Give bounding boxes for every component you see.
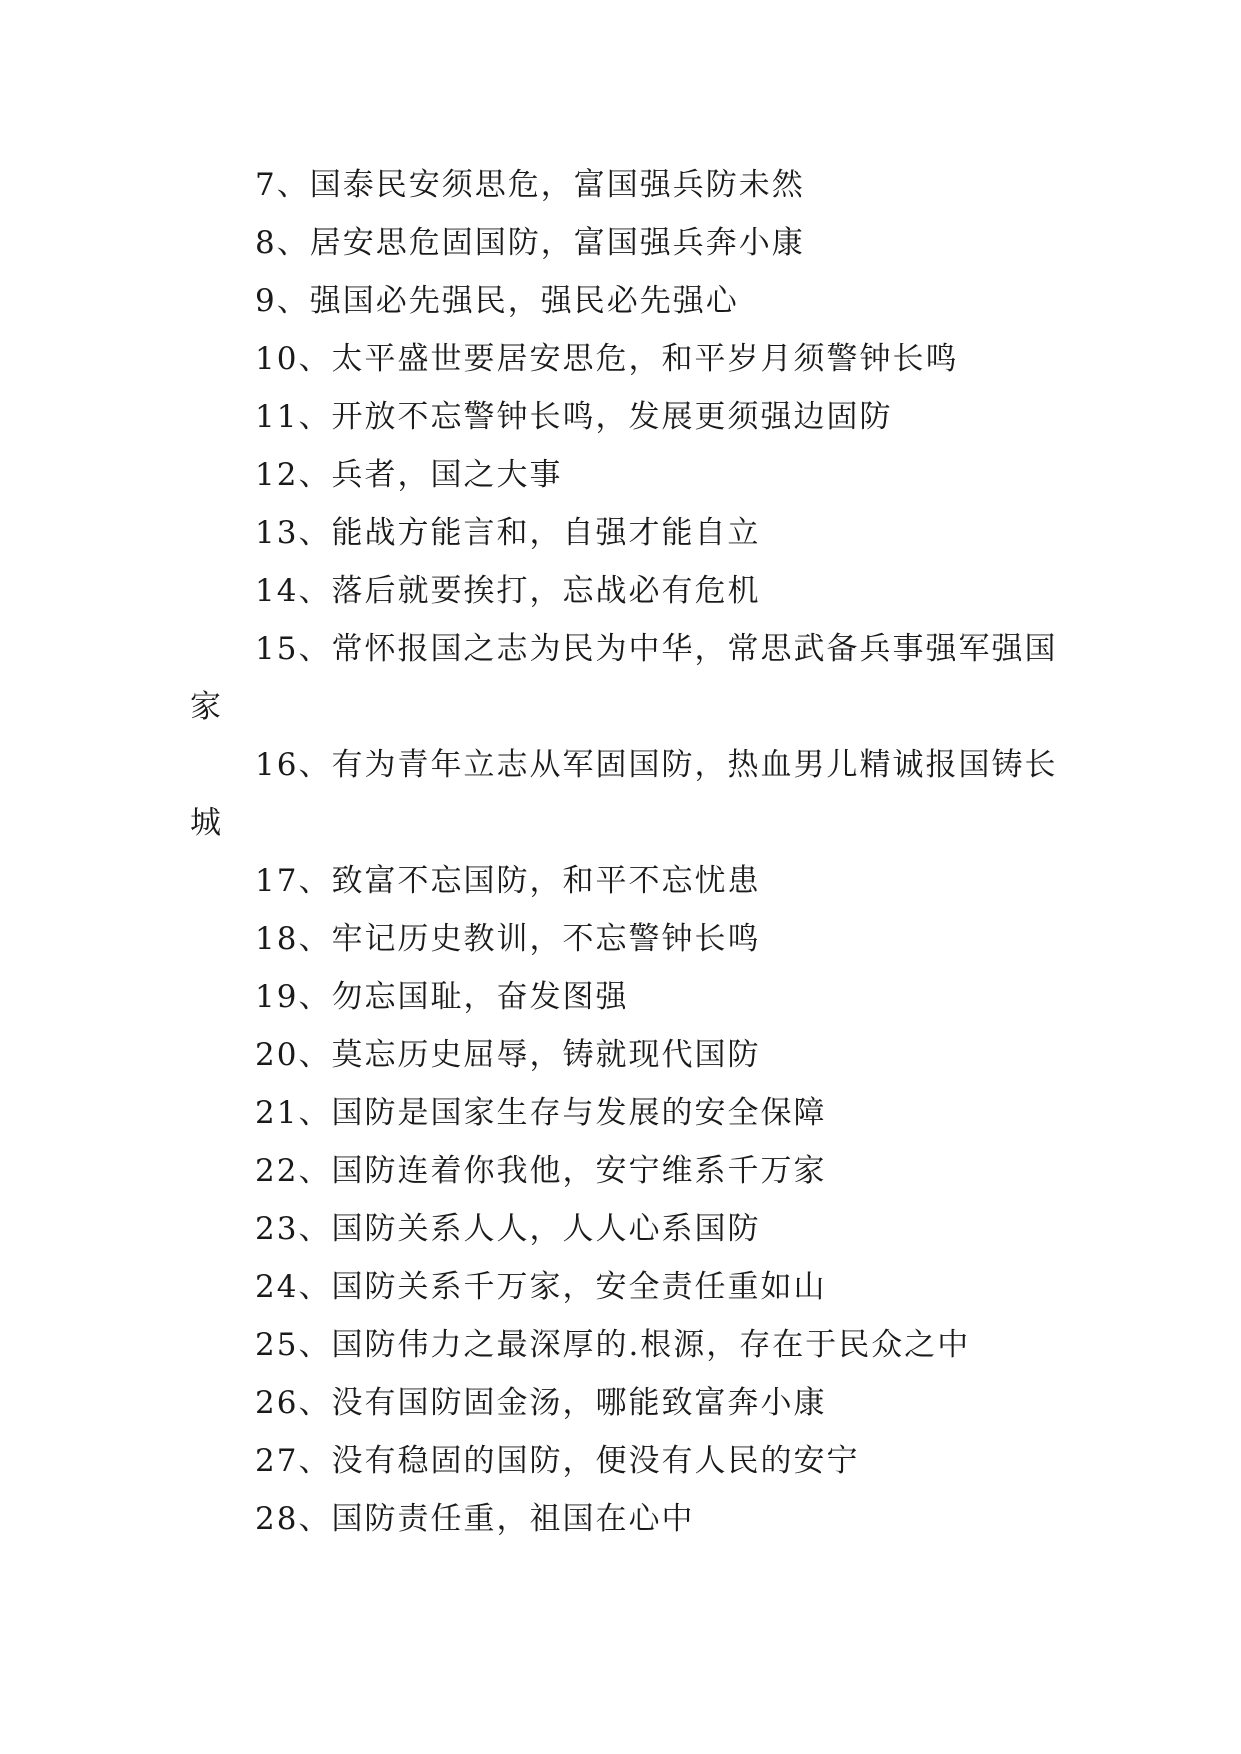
slogan-row xyxy=(0,1142,1241,1200)
slogan-text: 12、兵者，国之大事 xyxy=(255,457,563,493)
slogan-item xyxy=(0,1374,1241,1432)
slogan-item xyxy=(0,272,1241,330)
slogan-item xyxy=(0,852,1241,910)
slogan-item xyxy=(0,1258,1241,1316)
slogan-text: 8、居安思危固国防，富国强兵奔小康 xyxy=(255,225,805,261)
slogan-text: 24、国防关系千万家，安全责任重如山 xyxy=(255,1269,827,1305)
slogan-text: 14、落后就要挨打，忘战必有危机 xyxy=(255,573,761,609)
slogan-list xyxy=(0,156,1241,1548)
slogan-text: 17、致富不忘国防，和平不忘忧患 xyxy=(255,863,761,899)
slogan-row xyxy=(0,330,1241,388)
slogan-row xyxy=(0,794,1241,852)
slogan-row xyxy=(0,1084,1241,1142)
slogan-row xyxy=(0,620,1241,678)
slogan-row xyxy=(0,736,1241,794)
slogan-row xyxy=(0,1258,1241,1316)
slogan-text-continuation: 城 xyxy=(190,805,223,841)
slogan-row xyxy=(0,156,1241,214)
slogan-item xyxy=(0,446,1241,504)
slogan-text-continuation: 家 xyxy=(190,689,223,725)
slogan-row xyxy=(0,1200,1241,1258)
slogan-row xyxy=(0,678,1241,736)
slogan-row xyxy=(0,1432,1241,1490)
slogan-item xyxy=(0,388,1241,446)
slogan-text: 15、常怀报国之志为民为中华，常思武备兵事强军强国 xyxy=(255,631,1058,667)
slogan-item xyxy=(0,330,1241,388)
slogan-row xyxy=(0,1490,1241,1548)
slogan-text: 21、国防是国家生存与发展的安全保障 xyxy=(255,1095,827,1131)
slogan-item xyxy=(0,504,1241,562)
slogan-item xyxy=(0,214,1241,272)
slogan-item xyxy=(0,910,1241,968)
slogan-row xyxy=(0,852,1241,910)
slogan-row xyxy=(0,1026,1241,1084)
slogan-row xyxy=(0,504,1241,562)
slogan-text: 19、勿忘国耻，奋发图强 xyxy=(255,979,629,1015)
slogan-text: 23、国防关系人人，人人心系国防 xyxy=(255,1211,761,1247)
slogan-item xyxy=(0,562,1241,620)
slogan-item xyxy=(0,620,1241,736)
slogan-item xyxy=(0,1432,1241,1490)
slogan-item xyxy=(0,1084,1241,1142)
slogan-item xyxy=(0,1490,1241,1548)
slogan-text: 27、没有稳固的国防，便没有人民的安宁 xyxy=(255,1443,860,1479)
slogan-text: 16、有为青年立志从军固国防，热血男儿精诚报国铸长 xyxy=(255,747,1058,783)
slogan-text: 22、国防连着你我他，安宁维系千万家 xyxy=(255,1153,827,1189)
slogan-row xyxy=(0,446,1241,504)
slogan-item xyxy=(0,1200,1241,1258)
slogan-text: 13、能战方能言和，自强才能自立 xyxy=(255,515,761,551)
slogan-row xyxy=(0,214,1241,272)
slogan-text: 28、国防责任重，祖国在心中 xyxy=(255,1501,695,1537)
slogan-item xyxy=(0,968,1241,1026)
slogan-item xyxy=(0,736,1241,852)
slogan-text: 25、国防伟力之最深厚的.根源，存在于民众之中 xyxy=(255,1327,971,1363)
slogan-text: 26、没有国防固金汤，哪能致富奔小康 xyxy=(255,1385,827,1421)
slogan-row xyxy=(0,1374,1241,1432)
slogan-item xyxy=(0,1316,1241,1374)
slogan-item xyxy=(0,1142,1241,1200)
slogan-row xyxy=(0,1316,1241,1374)
slogan-text: 9、强国必先强民，强民必先强心 xyxy=(255,283,739,319)
slogan-text: 11、开放不忘警钟长鸣，发展更须强边固防 xyxy=(255,399,893,435)
slogan-item xyxy=(0,1026,1241,1084)
slogan-row xyxy=(0,968,1241,1026)
slogan-text: 10、太平盛世要居安思危，和平岁月须警钟长鸣 xyxy=(255,341,959,377)
slogan-text: 20、莫忘历史屈辱，铸就现代国防 xyxy=(255,1037,761,1073)
slogan-row xyxy=(0,272,1241,330)
slogan-row xyxy=(0,910,1241,968)
slogan-text: 18、牢记历史教训，不忘警钟长鸣 xyxy=(255,921,761,957)
slogan-text: 7、国泰民安须思危，富国强兵防未然 xyxy=(255,167,805,203)
slogan-row xyxy=(0,388,1241,446)
slogan-item xyxy=(0,156,1241,214)
slogan-row xyxy=(0,562,1241,620)
